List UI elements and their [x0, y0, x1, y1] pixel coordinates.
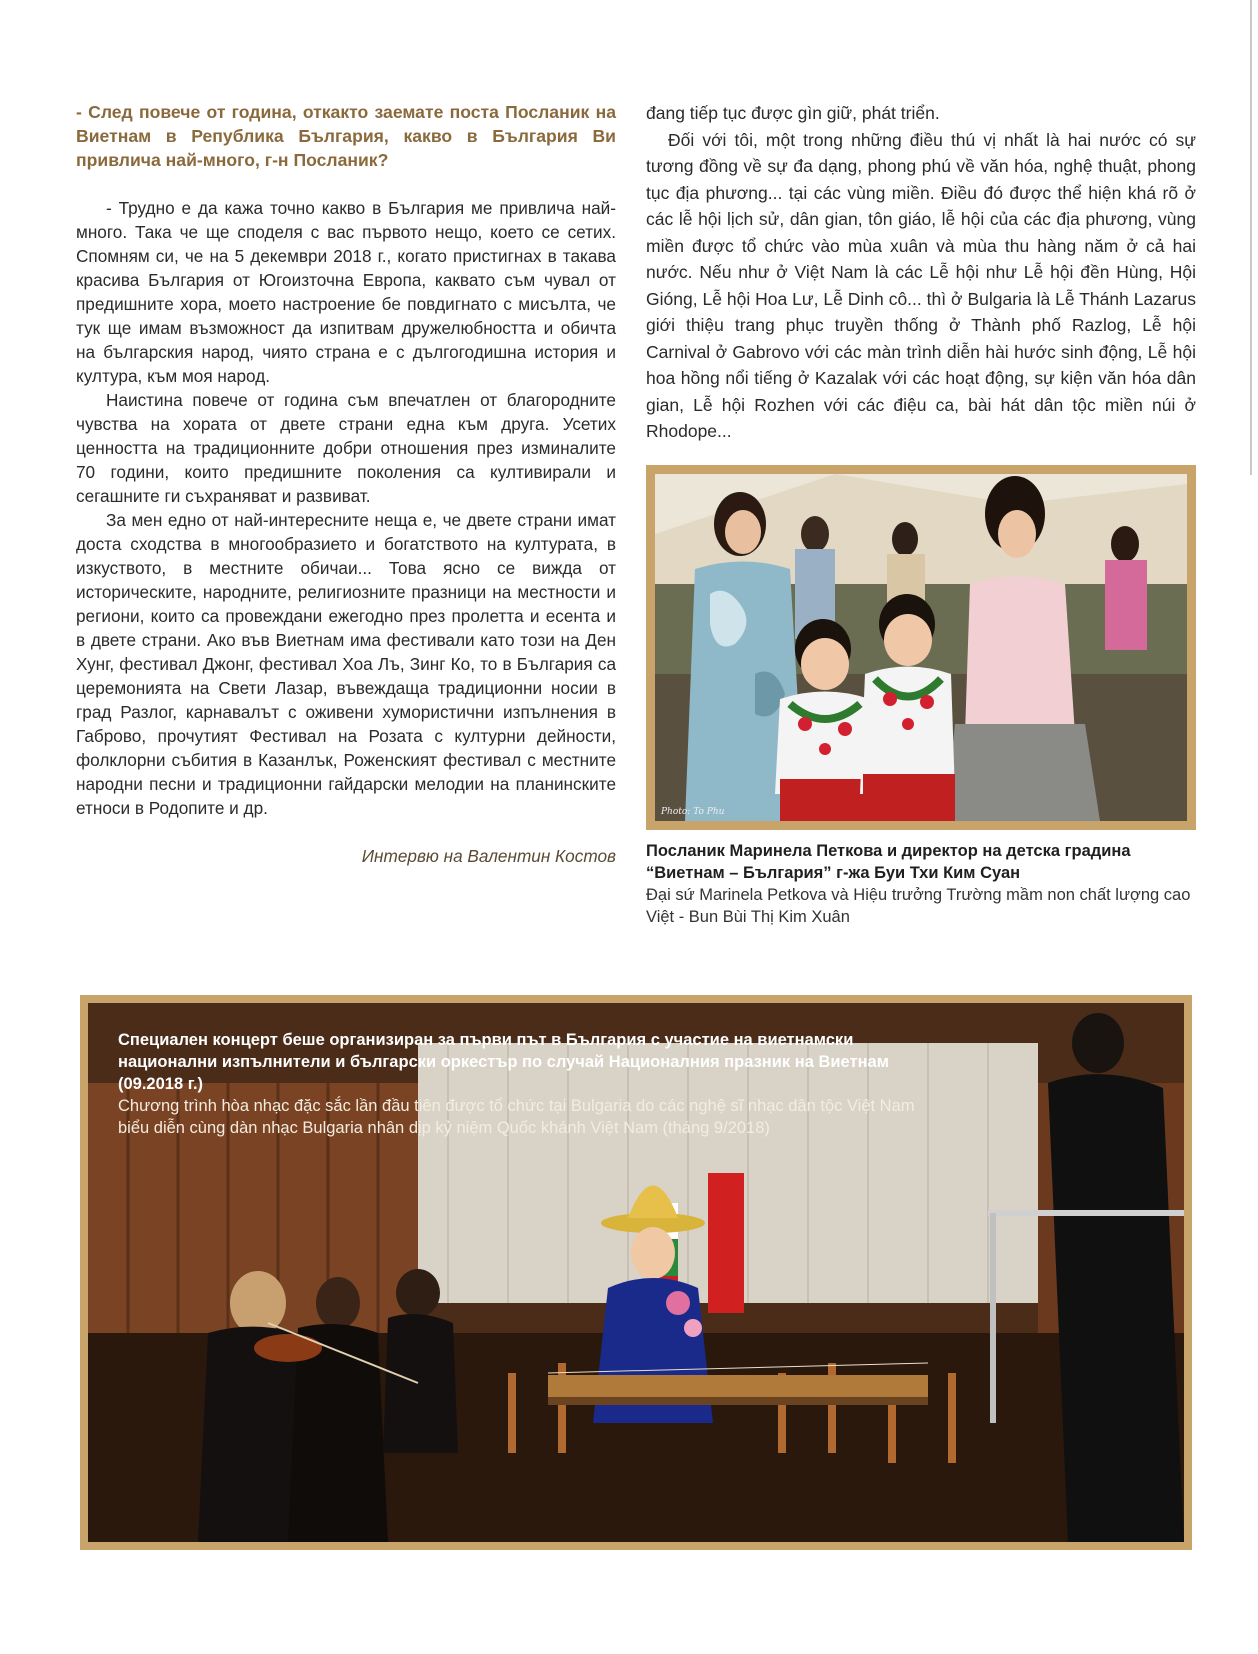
answer-paragraph-2: Наистина повече от година съм впечатлен от благородните чувства на хората от двете страни една към друга. Усетих ценността на традиционните добри отношения през изминалите 70 години, които предишните поколения са култивирали и сегашните ги съхраняват и развиват. [76, 390, 616, 506]
vietnamese-column [646, 100, 1196, 445]
vi-paragraph-2: Đối với tôi, một trong những điều thú vị nhất là hai nước có sự tương đồng về sự đa dạng, phong phú về văn hóa, nghệ thuật, phong tục địa phương... tại các vùng miền. Điều đó được thể hiện khá rõ ở các lễ hội lịch sử, dân gian, tôn giáo, lễ hội của các địa phương, vùng miền được tổ chức vào mùa xuân và mùa thu hàng năm ở cả hai nước. Nếu như ở Việt Nam là các Lễ hội như Lễ hội đền Hùng, Hội Gióng, Lễ hội Hoa Lư, Lễ Dinh cô... thì ở Bulgaria là Lễ Thánh Lazarus giới thiệu trang phục truyền thống ở Thành phố Razlog, Lễ hội Carnival ở Gabrovo với các màn trình diễn hài hước sinh động, Lễ hội hoa hồng nổi tiếng ở Kazalak với các hoạt động, sự kiện văn hóa dân gian, Lễ hội Rozhen với các điệu ca, bài hát dân tộc miền núi ở Rhodope... [646, 129, 1196, 441]
interview-question: - След повече от година, откакто заемате поста Посланик на Виетнам в Република България, какво в България Ви привлича най-много, г-н Посланик? [76, 102, 616, 170]
photo-ambassador-illustration [655, 474, 1187, 821]
concert-caption-vietnamese: Chương trình hòa nhạc đặc sắc lần đầu tiên được tổ chức tại Bulgaria do các nghệ sĩ nhạc dân tộc Việt Nam biểu diễn cùng dàn nhạc Bulgaria nhân dịp kỷ niệm Quốc khánh Việt Nam (tháng 9/2018) [118, 1097, 915, 1137]
photo-concert [88, 1003, 1184, 1542]
byline: Интервю на Валентин Костов [361, 846, 616, 866]
caption-bulgarian: Посланик Маринела Петкова и директор на детска градина “Виетнам – България” г-жа Буи Тхи Ким Суан [646, 842, 1131, 882]
photo-watermark: Photo: To Phu [661, 807, 725, 817]
answer-paragraph-3: За мен едно от най-интересните неща е, че двете страни имат доста сходства в многообразието и богатството на културата, в изкуството, в местните обичаи... Това ясно се вижда от историческите, народните, религиозните празници на местности и региони, които са провеждани ежегодно през пролетта и есента и в двете страни. Ако във Виетнам има фестивали като този на Ден Хунг, фестивал Джонг, фестивал Хоа Лъ, Зинг Ко, то в България са церемонията на Свети Лазар, въвеждаща традиционни носии в град Разлог, карнавалът с оживени хумористични изпълнения в Габрово, прочутият Фестивал на Розата с културни дейности, фолклорни събития в Казанлък, Роженският фестивал с местните народни песни и традиционни гайдарски мелодии на планинските етноси в Родопите и др. [76, 510, 616, 818]
concert-caption-bulgarian: Специален концерт беше организиран за първи път в България с участие на виетнамски национални изпълнители и български оркестър по случай Националния празник на Виетнам (09.2018 г.) [118, 1031, 889, 1093]
vi-paragraph-1: đang tiếp tục được gìn giữ, phát triển. [646, 103, 940, 123]
answer-paragraph-1: - Трудно е да кажа точно какво в България ме привлича най-много. Така че ще споделя с вас първото нещо, което се сетих. Спомням си, че на 5 декември 2018 г., когато пристигнах в такава красива България от Югоизточна Европа, каквато съм чувал от предишните хора, моето настроение бе повдигнато с мисълта, че тук ще имам възможност да изпитвам дружелюбността и обичта на българския народ, чиято страна е с дългогодишна история и култура, към моя народ. [76, 198, 616, 386]
page-edge-line [1250, 0, 1252, 475]
photo-concert-frame [80, 995, 1192, 1550]
caption-vietnamese: Đại sứ Marinela Petkova và Hiệu trưởng Trường mầm non chất lượng cao Việt - Bun Bùi Thị Kim Xuân [646, 886, 1191, 926]
photo-ambassador-with-children [655, 474, 1187, 821]
photo-concert-caption [118, 1029, 918, 1139]
photo-ambassador-caption [646, 840, 1206, 928]
bulgarian-column [76, 100, 616, 868]
photo-ambassador-frame [646, 465, 1196, 830]
